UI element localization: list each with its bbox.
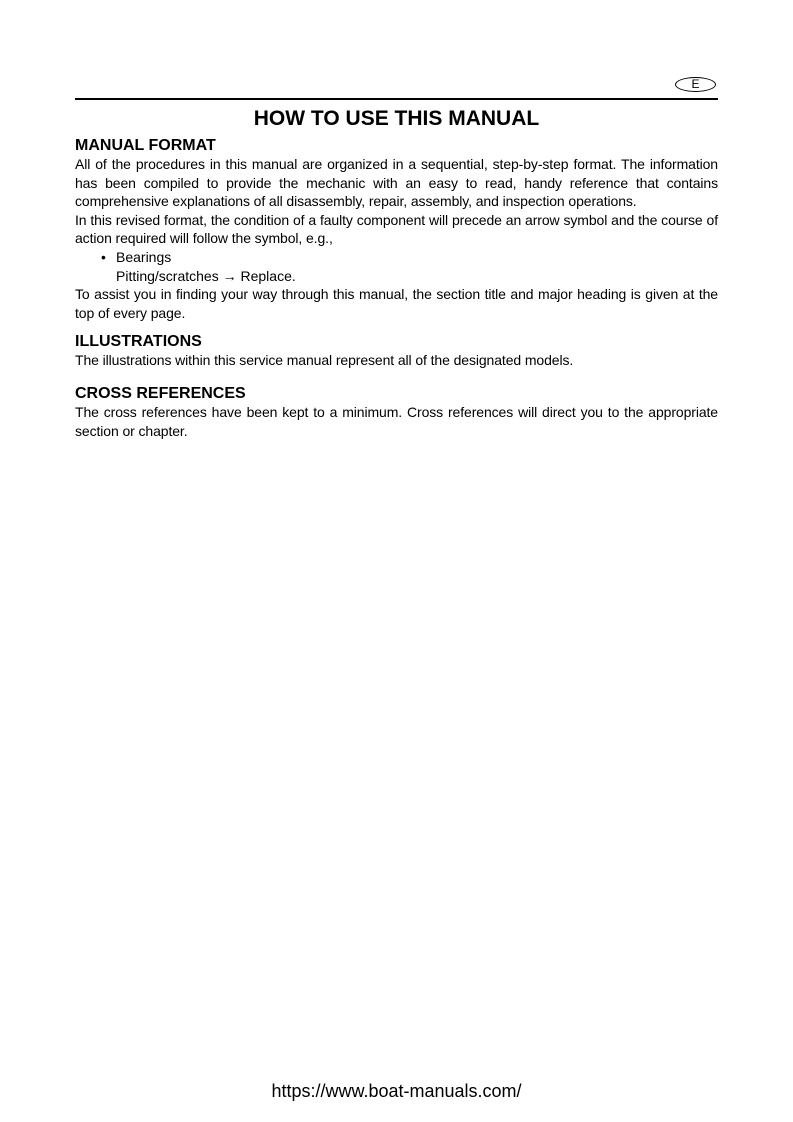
illustrations-paragraph: The illustrations within this service manual represent all of the designated models. bbox=[75, 352, 574, 369]
bullet-sub-item: Pitting/scratches → Replace. bbox=[116, 267, 296, 284]
manual-content bbox=[75, 136, 718, 440]
bullet-icon: • bbox=[101, 248, 106, 265]
language-badge: E bbox=[675, 77, 716, 92]
cross-references-heading: CROSS REFERENCES bbox=[75, 384, 246, 402]
footer-url: https://www.boat-manuals.com/ bbox=[271, 1081, 522, 1101]
manual-format-paragraph-2: In this revised format, the condition of a faulty component will precede an arrow symbol and the course of action required will follow the symbol, e.g., bbox=[75, 211, 718, 247]
bullet-item bbox=[75, 248, 718, 267]
illustrations-heading: ILLUSTRATIONS bbox=[75, 333, 202, 351]
bullet-label: Bearings bbox=[116, 248, 172, 265]
manual-format-heading: MANUAL FORMAT bbox=[75, 137, 216, 154]
manual-format-paragraph-3: To assist you in finding your way through this manual, the section title and major heading is given at the top of every page. bbox=[75, 286, 718, 321]
header-rule bbox=[75, 98, 718, 100]
cross-references-paragraph: The cross references have been kept to a minimum. Cross references will direct you to the appropriate section or chapter. bbox=[75, 403, 718, 439]
page-title: HOW TO USE THIS MANUAL bbox=[253, 107, 540, 130]
manual-format-paragraph-1: All of the procedures in this manual are organized in a sequential, step-by-step format. The information has been compiled to provide the mechanic with an easy to read, handy reference that contains comprehensive explanations of all disassembly, repair, assembly, and inspection operations. bbox=[75, 156, 718, 210]
